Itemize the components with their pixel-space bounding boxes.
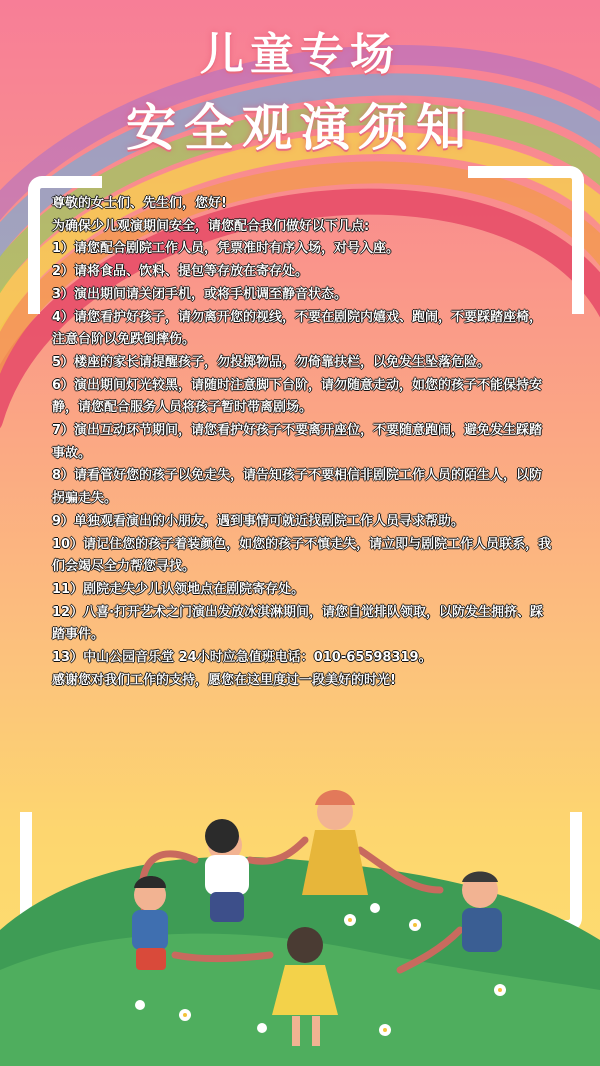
title-line-1: 儿童专场 <box>200 29 400 80</box>
children-dancing-illustration <box>0 780 600 1066</box>
notice-item-1: 1）请您配合剧院工作人员，凭票准时有序入场，对号入座。 <box>52 241 400 257</box>
notice-item-2: 2）请将食品、饮料、提包等存放在寄存处。 <box>52 264 309 280</box>
notice-item-12: 12）八喜·打开艺术之门演出发放冰淇淋期间，请您自觉排队领取，以防发生拥挤、踩踏事件。 <box>52 604 544 643</box>
notice-item-11: 11）剧院走失少儿认领地点在剧院寄存处。 <box>52 581 305 597</box>
notice-item-6: 6）演出期间灯光较黑，请随时注意脚下台阶，请勿随意走动，如您的孩子不能保持安静，请您配合服务人员将孩子暂时带离剧场。 <box>52 377 543 416</box>
greeting: 尊敬的女士们、先生们，您好! <box>52 196 227 211</box>
notice-item-8: 8）请看管好您的孩子以免走失，请告知孩子不要相信非剧院工作人员的陌生人，以防拐骗走失。 <box>52 468 543 507</box>
notice-item-3: 3）演出期间请关闭手机，或将手机调至静音状态。 <box>52 286 348 302</box>
closing: 感谢您对我们工作的支持，愿您在这里度过一段美好的时光! <box>52 672 396 688</box>
notice-item-7: 7）演出互动环节期间，请您看护好孩子不要离开座位，不要随意跑闹，避免发生踩踏事故。 <box>52 423 543 461</box>
notice-item-10: 10）请记住您的孩子着装颜色，如您的孩子不慎走失，请立即与剧院工作人员联系，我们会竭尽全力帮您寻找。 <box>52 536 552 575</box>
notice-text <box>52 193 552 692</box>
intro: 为确保少儿观演期间安全，请您配合我们做好以下几点: <box>52 218 370 234</box>
notice-item-13: 13）中山公园音乐堂 24小时应急值班电话：010-65598319。 <box>52 650 432 666</box>
title-line-2: 安全观演须知 <box>126 99 474 157</box>
notice-item-4: 4）请您看护好孩子，请勿离开您的视线，不要在剧院内嬉戏、跑闹，不要踩踏座椅，注意台阶以免跌倒摔伤。 <box>52 309 543 348</box>
notice-item-5: 5）楼座的家长请提醒孩子，勿投掷物品，勿倚靠扶栏，以免发生坠落危险。 <box>52 354 491 370</box>
notice-item-9: 9）单独观看演出的小朋友，遇到事情可就近找剧院工作人员寻求帮助。 <box>52 513 465 529</box>
